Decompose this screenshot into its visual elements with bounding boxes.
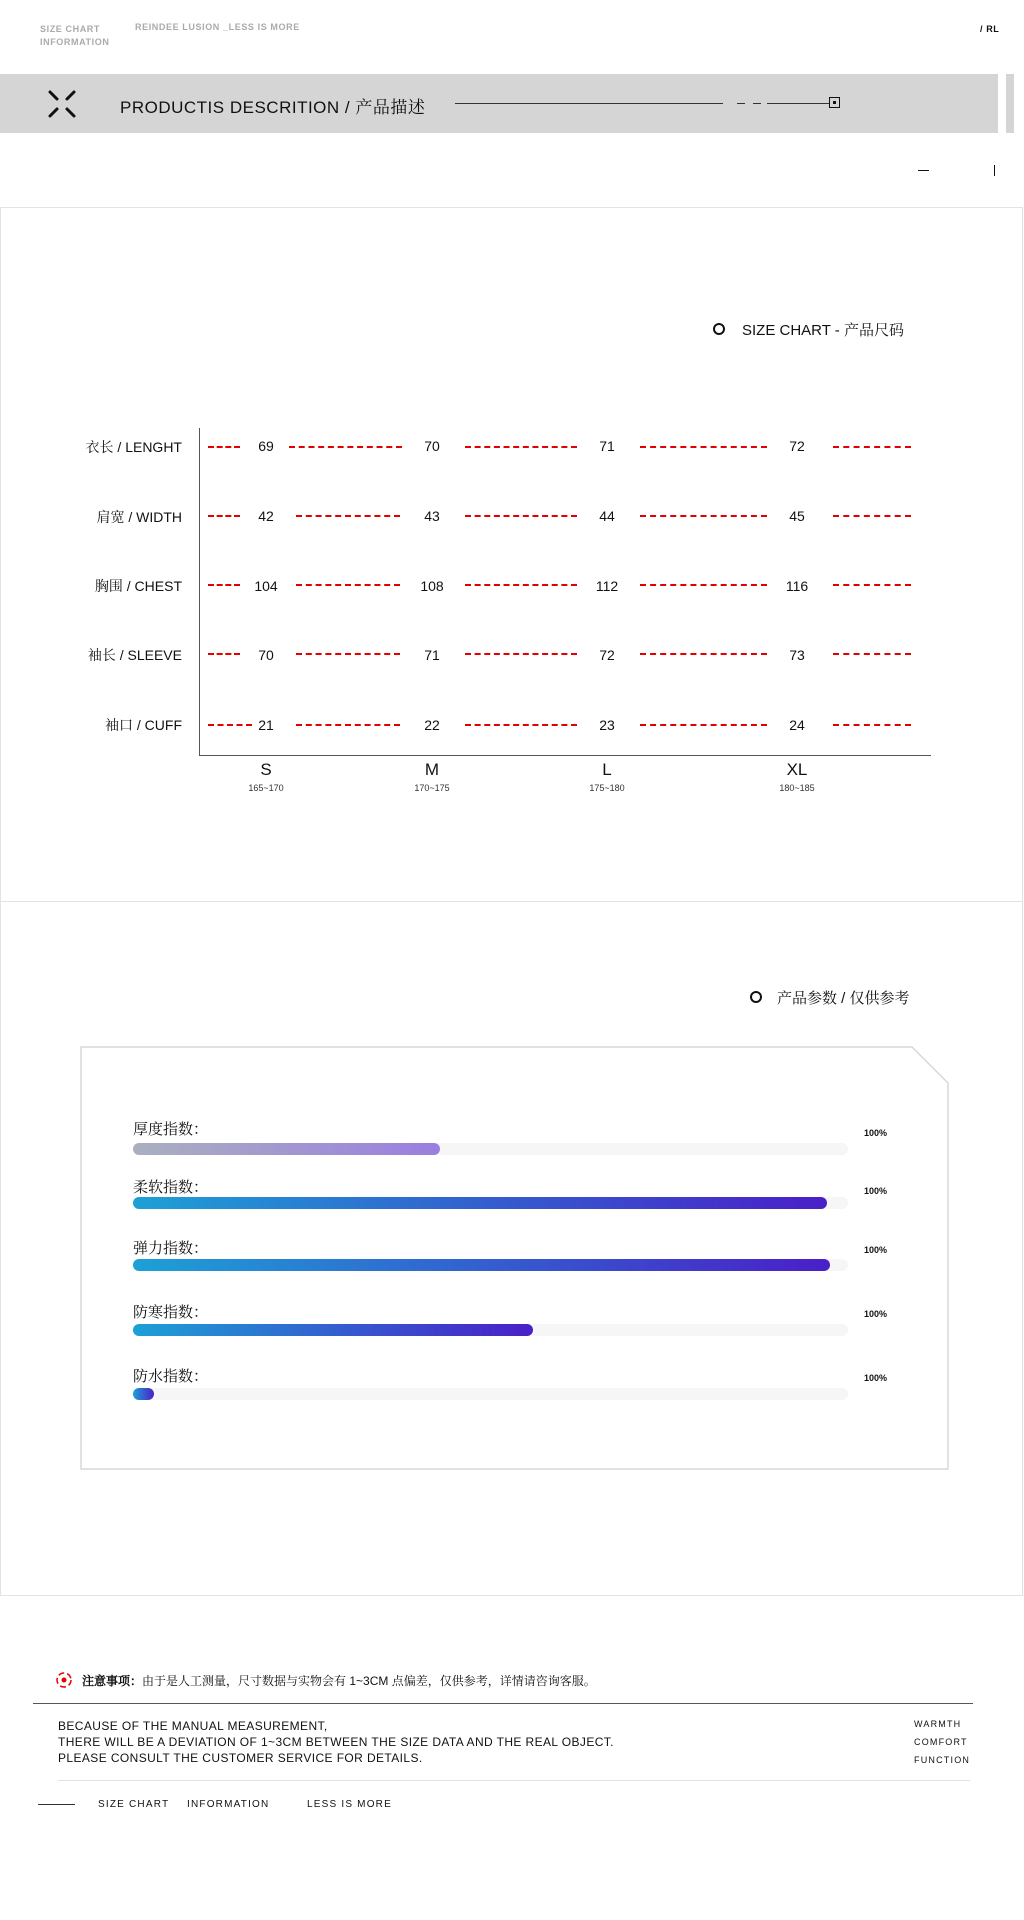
bar-mark	[994, 165, 995, 176]
size-xl-label: XL	[786, 760, 808, 779]
size-chart-section	[0, 207, 1023, 902]
footer-less-is-more: LESS IS MORE	[307, 1799, 392, 1810]
dash-line	[640, 653, 767, 655]
dash-line	[208, 515, 240, 517]
warmth-bar-fill	[133, 1324, 533, 1336]
dash-line	[296, 584, 400, 586]
value-cell: 43	[424, 508, 440, 524]
dash-line	[833, 724, 911, 726]
dash-line	[208, 584, 240, 586]
bar-percent: 100%	[864, 1373, 888, 1383]
dash-line	[465, 724, 577, 726]
top-left-line2: INFORMATION	[40, 37, 110, 47]
right-word-comfort: COMFORT	[914, 1737, 968, 1747]
row-label-length: 衣长 / LENGHT	[85, 439, 182, 455]
bar-label-elasticity: 弹力指数：	[133, 1240, 209, 1257]
english-line-1: BECAUSE OF THE MANUAL MEASUREMENT,	[58, 1719, 328, 1733]
right-word-function: FUNCTION	[914, 1755, 971, 1765]
size-l-range: 175~180	[589, 783, 625, 793]
dash-line	[296, 653, 400, 655]
value-cell: 21	[258, 717, 274, 733]
dash-line	[208, 653, 240, 655]
value-cell: 22	[424, 717, 440, 733]
dash-line	[465, 653, 577, 655]
dash-line	[296, 515, 400, 517]
cross-arrows-icon	[46, 88, 78, 120]
dash-line	[833, 446, 911, 448]
row-label-chest: 胸围 / CHEST	[94, 578, 182, 594]
dash-line	[640, 724, 767, 726]
row-label-width: 肩宽 / WIDTH	[96, 509, 182, 525]
minus-mark	[918, 170, 929, 171]
bar-track	[133, 1324, 848, 1336]
row-label-cuff: 袖口 / CUFF	[105, 717, 182, 733]
header-dash-1	[737, 103, 745, 104]
dash-line	[208, 724, 252, 726]
value-cell: 104	[254, 578, 278, 594]
row-label-sleeve: 袖长 / SLEEVE	[87, 647, 182, 663]
size-xl-range: 180~185	[779, 783, 815, 793]
notice-divider	[33, 1703, 973, 1704]
waterproof-bar-fill	[133, 1388, 154, 1400]
softness-bar-fill	[133, 1197, 827, 1209]
value-cell: 23	[599, 717, 615, 733]
bar-percent: 100%	[864, 1309, 888, 1319]
x-axis	[199, 755, 931, 756]
bar-track	[133, 1388, 848, 1400]
notice-line	[82, 1672, 596, 1689]
bar-percent: 100%	[864, 1128, 888, 1138]
bar-label-warmth: 防寒指数：	[133, 1304, 209, 1321]
y-axis	[199, 428, 200, 756]
footer-information: INFORMATION	[187, 1799, 270, 1810]
dash-line	[465, 584, 577, 586]
size-m-label: M	[424, 760, 440, 779]
value-cell: 73	[789, 647, 805, 663]
bar-track	[133, 1259, 848, 1271]
dash-line	[833, 653, 911, 655]
bar-label-thickness: 厚度指数：	[133, 1121, 209, 1138]
value-cell: 45	[789, 508, 805, 524]
header-title: PRODUCTIS DESCRITION / 产品描述	[120, 98, 426, 117]
value-cell: 108	[420, 578, 444, 594]
value-cell: 71	[424, 647, 440, 663]
value-cell: 69	[258, 438, 274, 454]
bar-percent: 100%	[864, 1186, 888, 1196]
value-cell: 72	[789, 438, 805, 454]
circle-icon	[750, 991, 762, 1003]
size-chart-title: SIZE CHART - 产品尺码	[742, 322, 904, 339]
value-cell: 116	[785, 578, 809, 594]
english-line-3: PLEASE CONSULT THE CUSTOMER SERVICE FOR DETAILS.	[58, 1751, 423, 1765]
bar-label-waterproof: 防水指数：	[133, 1368, 209, 1385]
english-divider	[58, 1780, 970, 1781]
header-line	[455, 103, 723, 104]
header-dash-2	[753, 103, 761, 104]
header-band-side	[1006, 74, 1014, 133]
dash-line	[833, 584, 911, 586]
circle-icon	[713, 323, 725, 335]
top-center-text: REINDEE LUSION _LESS IS MORE	[135, 22, 300, 32]
dash-line	[640, 584, 767, 586]
value-cell: 44	[599, 508, 615, 524]
notice-text: 由于是人工测量，尺寸数据与实物会有 1~3CM 点偏差，仅供参考，详情请咨询客服。	[142, 1674, 596, 1688]
size-l-label: L	[602, 760, 612, 779]
params-title: 产品参数 / 仅供参考	[777, 990, 910, 1007]
bar-track	[133, 1143, 848, 1155]
thickness-bar-fill	[133, 1143, 440, 1155]
bar-track	[133, 1197, 848, 1209]
value-cell: 24	[789, 717, 805, 733]
top-left-line1: SIZE CHART	[40, 24, 100, 34]
dash-line	[640, 515, 767, 517]
bar-label-softness: 柔软指数：	[133, 1179, 209, 1196]
size-m-range: 170~175	[414, 783, 450, 793]
value-cell: 71	[599, 438, 615, 454]
elasticity-bar-fill	[133, 1259, 830, 1271]
header-line-short	[767, 103, 829, 104]
footer-line	[38, 1804, 75, 1805]
value-cell: 70	[424, 438, 440, 454]
value-cell: 42	[258, 508, 274, 524]
bar-percent: 100%	[864, 1245, 888, 1255]
dash-line	[465, 446, 577, 448]
dash-line	[833, 515, 911, 517]
notice-heading: 注意事项：	[82, 1674, 143, 1688]
value-cell: 112	[595, 578, 619, 594]
value-cell: 72	[599, 647, 615, 663]
size-s-label: S	[260, 760, 272, 779]
dash-line	[289, 446, 402, 448]
english-line-2: THERE WILL BE A DEVIATION OF 1~3CM BETWEEN THE SIZE DATA AND THE REAL OBJECT.	[58, 1735, 614, 1749]
dash-line	[208, 446, 240, 448]
dash-line	[465, 515, 577, 517]
target-icon	[55, 1671, 73, 1689]
dash-line	[296, 724, 400, 726]
header-square-icon	[829, 97, 840, 108]
value-cell: 70	[258, 647, 274, 663]
dash-line	[640, 446, 767, 448]
top-right-text: / RL	[980, 24, 1000, 34]
size-s-range: 165~170	[248, 783, 284, 793]
footer-size-chart: SIZE CHART	[98, 1799, 170, 1810]
right-word-warmth: WARMTH	[914, 1719, 962, 1729]
